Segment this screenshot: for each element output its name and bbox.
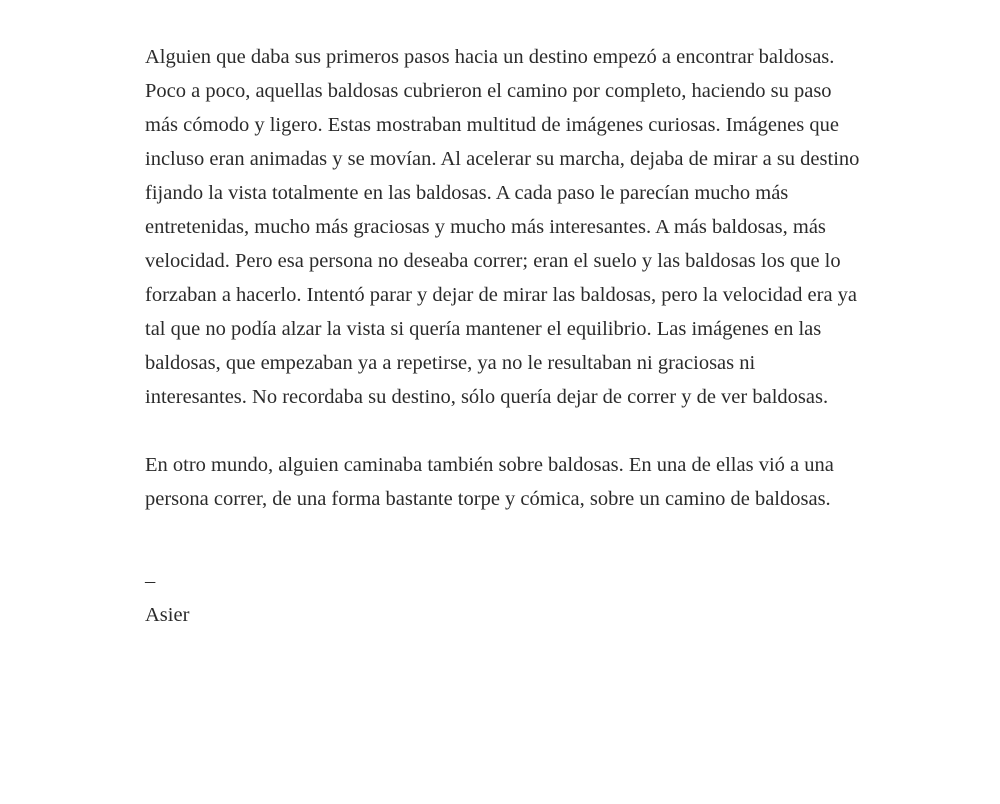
author-name: Asier <box>145 604 190 626</box>
signature <box>145 564 860 632</box>
article-body <box>145 40 860 632</box>
paragraph-2: En otro mundo, alguien caminaba también sobre baldosas. En una de ellas vió a una persona correr, de una forma bastante torpe y cómica, sobre un camino de baldosas. <box>145 454 834 510</box>
paragraph-1: Alguien que daba sus primeros pasos hacia un destino empezó a encontrar baldosas. Poco a poco, aquellas baldosas cubrieron el camino por completo, haciendo su paso más cómodo y ligero. Estas mostraban multitud de imágenes curiosas. Imágenes que incluso eran animadas y se movían. Al acelerar su marcha, dejaba de mirar a su destino fijando la vista totalmente en las baldosas. A cada paso le parecían mucho más entretenidas, mucho más graciosas y mucho más interesantes. A más baldosas, más velocidad. Pero esa persona no deseaba correr; eran el suelo y las baldosas los que lo forzaban a hacerlo. Intentó parar y dejar de mirar las baldosas, pero la velocidad era ya tal que no podía alzar la vista si quería mantener el equilibrio. Las imágenes en las baldosas, que empezaban ya a repetirse, ya no le resultaban ni graciosas ni interesantes. No recordaba su destino, sólo quería dejar de correr y de ver baldosas. <box>145 46 860 408</box>
signature-dash: – <box>145 570 156 592</box>
